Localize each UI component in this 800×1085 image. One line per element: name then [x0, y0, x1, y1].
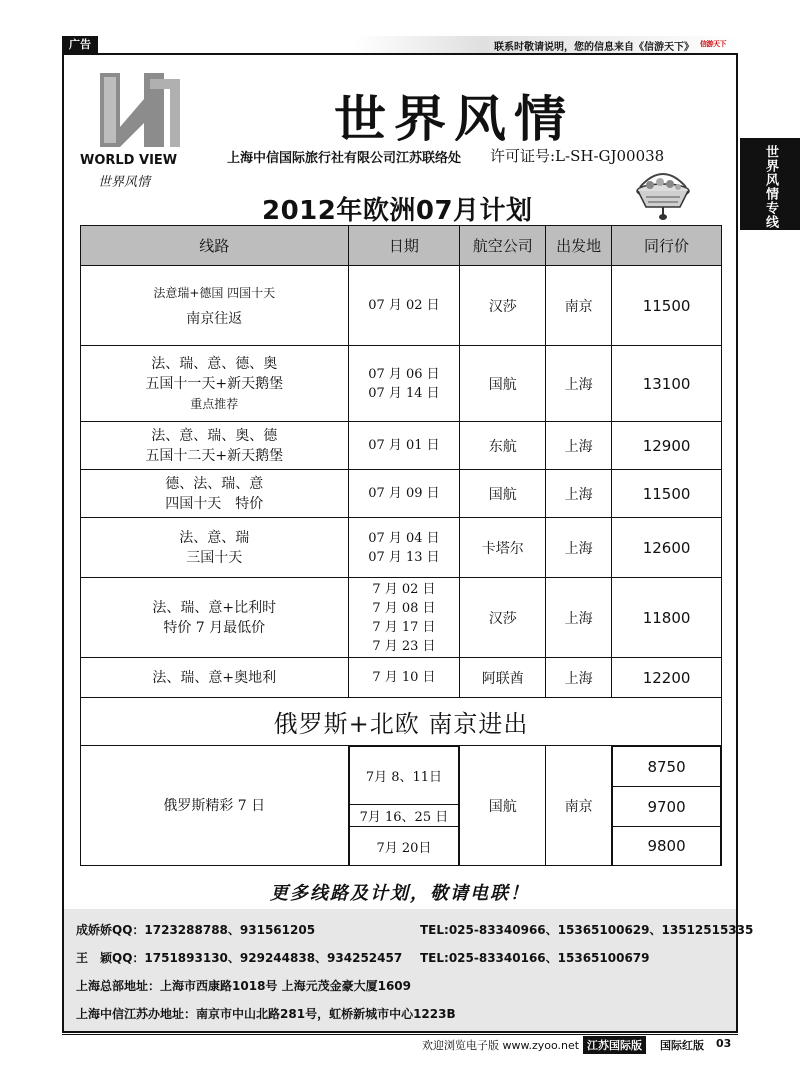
date-line: 7 月 17 日	[372, 619, 436, 635]
table-row	[81, 422, 722, 470]
contact-label: 王 颖QQ：	[76, 951, 145, 965]
route-line: 法、意、瑞	[179, 529, 250, 546]
header-departure: 出发地	[546, 226, 612, 266]
header-price: 同行价	[612, 226, 722, 266]
contact-qq: 1723288788、931561205	[144, 923, 316, 937]
departure-cell: 上海	[546, 346, 612, 422]
departure-cell: 南京	[546, 266, 612, 346]
date-cell	[348, 266, 460, 346]
date-line: 7 月 10 日	[372, 670, 436, 685]
page-title: 世界风情	[334, 90, 575, 149]
date-line: 7 月 02 日	[372, 581, 436, 597]
date-cell	[348, 470, 460, 518]
route-line: 法、意、瑞、奥、德	[151, 427, 278, 444]
footer-divider	[62, 1034, 738, 1035]
date-cell	[348, 346, 460, 422]
departure-cell: 南京	[546, 746, 612, 866]
date-cell	[348, 518, 460, 578]
price-cell: 12900	[612, 422, 722, 470]
route-line: 五国十二天+新天鹅堡	[145, 447, 284, 464]
price-cell: 13100	[612, 346, 722, 422]
contact-qq: 1751893130、929244838、934252457	[144, 951, 403, 965]
publisher-logo: 信游天下	[700, 40, 726, 48]
page-number: 03	[716, 1037, 732, 1050]
date-line: 07 月 04 日	[368, 530, 440, 546]
airline-cell: 国航	[460, 746, 546, 866]
date-line: 7月 8、11日	[349, 747, 459, 805]
airline-cell: 国航	[460, 470, 546, 518]
page-footer	[0, 1034, 800, 1054]
route-line: 法、瑞、意+比利时	[152, 599, 277, 616]
route-cell	[81, 422, 349, 470]
date-line: 7月 16、25 日	[349, 805, 459, 827]
brand-english: WORLD VIEW	[80, 153, 178, 168]
table-row	[81, 518, 722, 578]
brand-chinese: 世界风情	[98, 175, 151, 190]
section-title: 俄罗斯+北欧 南京进出	[81, 698, 722, 746]
contact-tel: TEL:025-83340966、15365100629、13512515335	[420, 923, 754, 937]
table-header-row	[81, 226, 722, 266]
airline-cell: 汉莎	[460, 266, 546, 346]
airline-cell: 阿联酋	[460, 658, 546, 698]
route-cell	[81, 746, 349, 866]
contact-label: 成娇娇QQ：	[76, 923, 145, 937]
route-line: 五国十一天+新天鹅堡	[145, 375, 284, 392]
table-row	[81, 346, 722, 422]
airline-cell: 汉莎	[460, 578, 546, 658]
table-row	[81, 578, 722, 658]
address-row	[76, 977, 411, 994]
price-line: 8750	[613, 747, 721, 787]
address-value: 上海市西康路1018号 上海元茂金豪大厦1609	[160, 979, 411, 993]
more-routes-callout: 更多线路及计划，敬请电联！	[270, 883, 530, 904]
date-line: 7 月 08 日	[372, 600, 436, 616]
route-cell	[81, 346, 349, 422]
table-row	[81, 470, 722, 518]
flower-basket-icon	[630, 165, 696, 221]
table-row	[81, 266, 722, 346]
route-line: 法、瑞、意、德、奥	[151, 355, 278, 372]
plan-title: 2012年欧洲07月计划	[262, 196, 533, 226]
contact-row	[76, 921, 754, 938]
address-value: 南京市中山北路281号，虹桥新城市中心1223B	[196, 1007, 456, 1021]
address-label: 上海总部地址：	[76, 979, 161, 993]
advertisement-frame	[62, 53, 754, 1033]
website-link[interactable]: 欢迎浏览电子版 www.zyoo.net	[422, 1039, 580, 1052]
date-cell	[348, 578, 460, 658]
date-subtable	[349, 746, 460, 865]
red-edition-label: 国际红版	[660, 1039, 704, 1052]
route-cell	[81, 470, 349, 518]
header-route: 线路	[81, 226, 349, 266]
header-airline: 航空公司	[460, 226, 546, 266]
tour-plan-table	[80, 225, 722, 866]
source-notice: 联系时敬请说明，您的信息来自《信游天下》	[494, 42, 694, 53]
route-line: 特价 7 月最低价	[163, 619, 266, 636]
route-line: 俄罗斯精彩 7 日	[163, 797, 266, 814]
departure-cell: 上海	[546, 518, 612, 578]
price-subtable	[612, 746, 721, 865]
date-line: 7 月 23 日	[372, 638, 436, 654]
departure-cell: 上海	[546, 422, 612, 470]
date-cell	[348, 422, 460, 470]
edition-badge: 江苏国际版	[583, 1036, 646, 1054]
date-cell	[348, 746, 460, 866]
route-cell	[81, 658, 349, 698]
ad-label: 广告	[62, 36, 98, 53]
agency-name: 上海中信国际旅行社有限公司江苏联络处	[227, 151, 462, 166]
price-cell: 12200	[612, 658, 722, 698]
contact-tel: TEL:025-83340166、15365100679	[420, 951, 650, 965]
price-line: 9800	[613, 827, 721, 865]
route-line: 四国十天 特价	[165, 495, 264, 512]
route-cell	[81, 578, 349, 658]
section-side-tab: 世界风情专线	[740, 138, 800, 230]
address-row	[76, 1005, 456, 1022]
date-line: 07 月 01 日	[368, 438, 440, 453]
price-cell: 12600	[612, 518, 722, 578]
route-line: 重点推荐	[190, 396, 239, 411]
date-cell	[348, 658, 460, 698]
world-view-logo-icon	[94, 69, 186, 151]
header-date: 日期	[348, 226, 460, 266]
price-line: 9700	[613, 787, 721, 827]
date-line: 07 月 02 日	[368, 298, 440, 313]
route-cell	[81, 266, 349, 346]
price-cell: 11500	[612, 266, 722, 346]
airline-cell: 卡塔尔	[460, 518, 546, 578]
route-line: 法、瑞、意+奥地利	[152, 669, 277, 686]
date-line: 7月 20日	[349, 827, 459, 865]
license-number: 许可证号:L-SH-GJ00038	[490, 147, 665, 165]
route-line: 法意瑞+德国 四国十天	[153, 285, 276, 300]
route-line: 南京往返	[186, 310, 243, 327]
date-line: 07 月 13 日	[368, 549, 440, 565]
airline-cell: 东航	[460, 422, 546, 470]
airline-cell: 国航	[460, 346, 546, 422]
section-header-row	[81, 698, 722, 746]
departure-cell: 上海	[546, 658, 612, 698]
address-label: 上海中信江苏办地址：	[76, 1007, 197, 1021]
date-line: 07 月 06 日	[368, 366, 440, 382]
departure-cell: 上海	[546, 470, 612, 518]
table-row	[81, 658, 722, 698]
contact-row	[76, 949, 650, 966]
price-cell: 11800	[612, 578, 722, 658]
date-line: 07 月 14 日	[368, 385, 440, 401]
date-line: 07 月 09 日	[368, 486, 440, 501]
route-cell	[81, 518, 349, 578]
table-row	[81, 746, 722, 866]
top-strip	[62, 36, 738, 53]
price-cell: 11500	[612, 470, 722, 518]
route-line: 德、法、瑞、意	[165, 475, 264, 492]
route-line: 三国十天	[186, 549, 243, 566]
departure-cell: 上海	[546, 578, 612, 658]
contact-box	[64, 909, 754, 1031]
price-cell	[612, 746, 722, 866]
